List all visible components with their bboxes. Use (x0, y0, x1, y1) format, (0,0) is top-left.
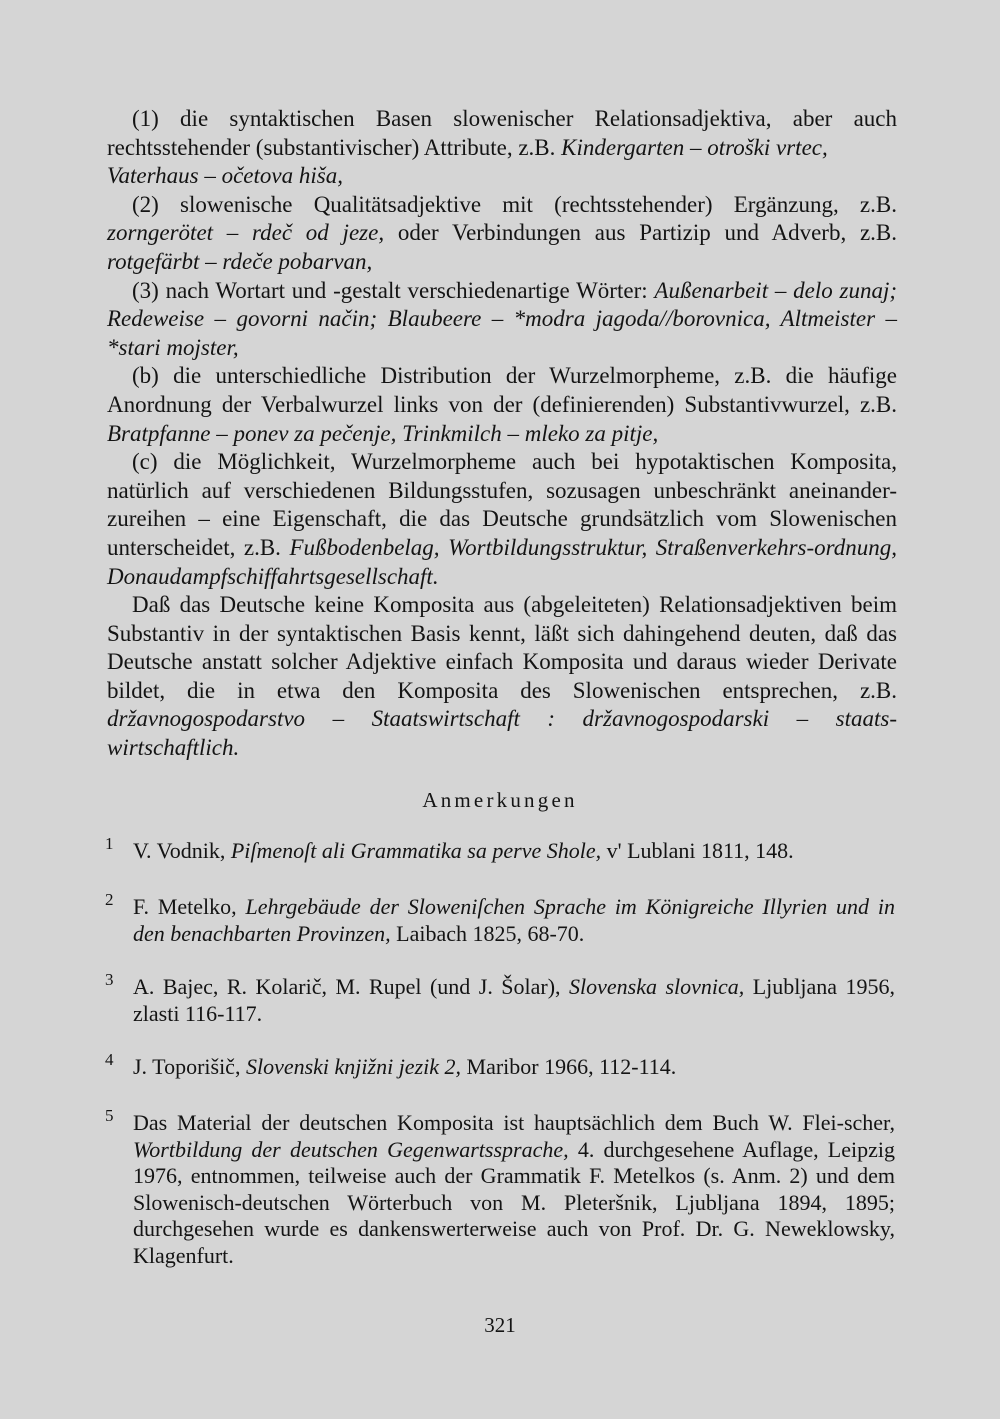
footnote-number: 5 (105, 1106, 114, 1125)
paragraph-2: (2) slowenische Qualitätsadjektive mit (rechtsstehender) Ergänzung, z.B. zorngerötet – rdeč od jeze, oder Verbindungen aus Partizip und Adverb, z.B. rotgefärbt – rdeče pobarvan, (107, 191, 898, 274)
footnote-3: 3 A. Bajec, R. Kolarič, M. Rupel (und J. Šolar), Slovenska slovnica, Ljubljana 1956, zlasti 116-117. (105, 974, 895, 1027)
paragraph-conclusion: Daß das Deutsche keine Komposita aus (abgeleiteten) Relationsadjektiven beim Substantiv in der syntaktischen Basis kennt, läßt sich dahingehend deuten, daß das Deutsche anstatt solcher Adjektive einfach Komposita und daraus wieder Derivate bildet, die in etwa den Komposita des Slowenischen entsprechen, z.B. državnogospodarstvo – Staatswirtschaft : državnogospodarski – staats-wirtschaftlich. (107, 592, 897, 761)
footnote-4: 4 J. Toporišič, Slovenski knjižni jezik 2, Maribor 1966, 112-114. (105, 1054, 895, 1081)
main-text (107, 105, 897, 763)
notes-heading: Anmerkungen (422, 788, 578, 812)
paragraph-3: (3) nach Wortart und -gestalt verschiedenartige Wörter: Außenarbeit – delo zunaj; Redeweise – govorni način; Blaubeere – *modra jagoda//borovnica, Altmeister – *stari mojster, (107, 277, 898, 360)
paragraph-b: (b) die unterschiedliche Distribution der Wurzelmorpheme, z.B. die häufige Anordnung der Verbalwurzel links von der (definierenden) Substantivwurzel, z.B. Bratpfanne – ponev za pečenje, Trinkmilch – mleko za pitje, (107, 363, 897, 446)
paragraph-c: (c) die Möglichkeit, Wurzelmorpheme auch bei hypotaktischen Komposita, natürlich auf verschiedenen Bildungsstufen, sozusagen unbeschränkt aneinander-zureihen – eine Eigenschaft, die das Deutsche grundsätzlich vom Slowenischen unterscheidet, z.B. Fußbodenbelag, Wortbildungsstruktur, Straßenverkehrs-ordnung, Donaudampfschiffahrtsgesellschaft. (107, 449, 897, 589)
footnote-1: 1 V. Vodnik, Piſmenoſt ali Grammatika sa perve Shole, v' Lublani 1811, 148. (105, 838, 895, 865)
footnote-number: 2 (105, 890, 114, 909)
footnote-2: 2 F. Metelko, Lehrgebäude der Sloweniſchen Sprache im Königreiche Illyrien und in den benachbarten Provinzen, Laibach 1825, 68-70. (105, 894, 895, 947)
page-number: 321 (484, 1313, 516, 1337)
footnote-5: 5 Das Material der deutschen Komposita ist hauptsächlich dem Buch W. Flei-scher, Wortbildung der deutschen Gegenwartssprache, 4. durchgesehene Auflage, Leipzig 1976, entnommen, teilweise auch der Grammatik F. Metelkos (s. Anm. 2) und dem Slowenisch-deutschen Wörterbuch von M. Pleteršnik, Ljubljana 1894, 1895; durchgesehen wurde es dankenswerterweise auch von Prof. Dr. G. Neweklowsky, Klagenfurt. (105, 1110, 895, 1269)
paragraph-1: (1) die syntaktischen Basen slowenischer Relationsadjektiva, aber auch rechtsstehender (substantivischer) Attribute, z.B. Kindergarten – otroški vrtec, Vaterhaus – očetova hiša, (107, 106, 897, 189)
footnote-number: 3 (105, 970, 114, 989)
footnote-number: 4 (105, 1050, 114, 1069)
footnote-number: 1 (105, 834, 114, 853)
